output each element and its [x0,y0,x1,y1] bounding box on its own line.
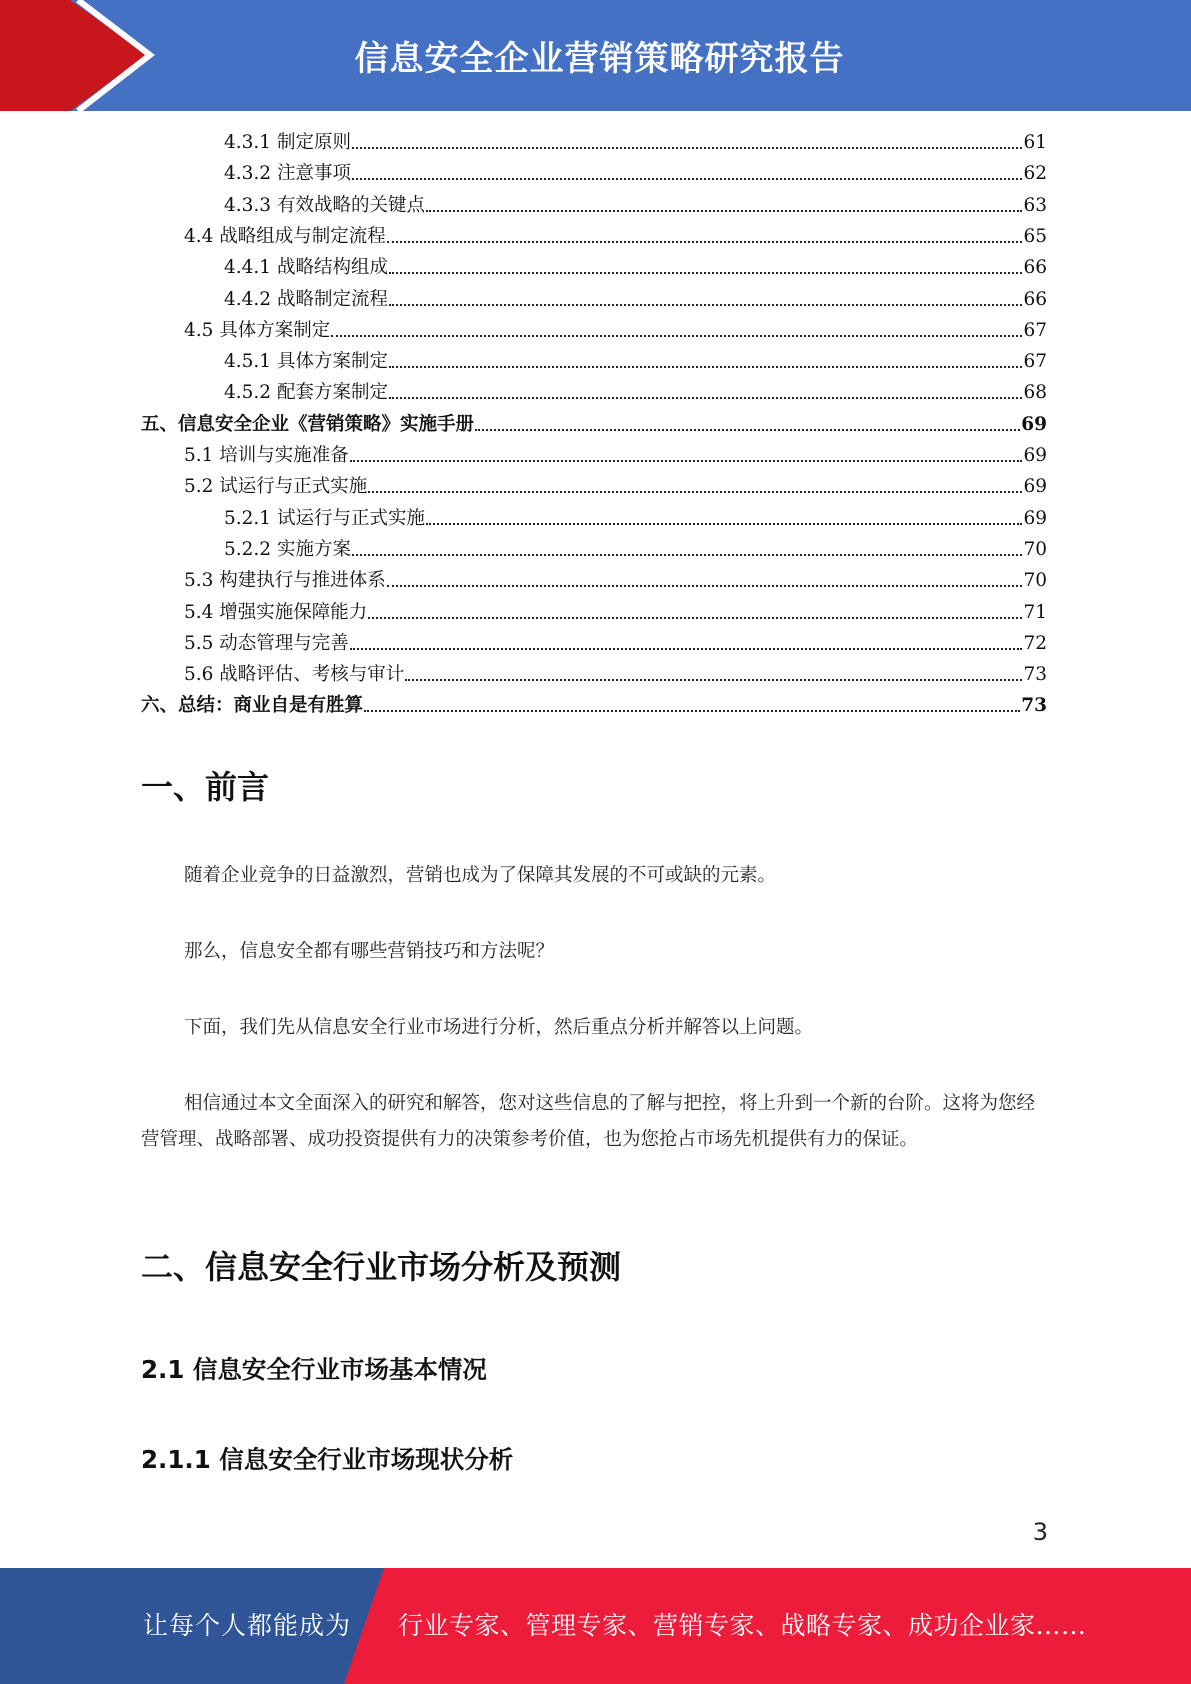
toc-entry-title: 4.5.1 具体方案制定 [224,351,388,372]
toc-dot-leader [350,648,1023,650]
toc-dot-leader [426,210,1022,212]
toc-dot-leader [331,335,1022,337]
preface-paragraph-1: 随着企业竞争的日益激烈，营销也成为了保障其发展的不可或缺的元素。 [184,865,777,886]
toc-entry[interactable] [184,597,1047,628]
toc-entry[interactable] [141,690,1047,721]
toc-entry[interactable] [224,252,1047,283]
toc-entry[interactable] [224,190,1047,221]
toc-entry-title: 5.3 构建执行与推进体系 [184,570,386,591]
toc-dot-leader [405,679,1022,681]
toc-entry[interactable] [184,628,1047,659]
footer-slogan-right: 行业专家、管理专家、营销专家、战略专家、成功企业家…… [398,1611,1087,1640]
preface-paragraph-2: 那么，信息安全都有哪些营销技巧和方法呢？ [184,941,555,962]
toc-entry[interactable] [224,534,1047,565]
toc-dot-leader [368,617,1022,619]
toc-entry-title: 5.2.1 试运行与正式实施 [224,508,425,529]
toc-dot-leader [389,366,1022,368]
toc-dot-leader [475,429,1020,431]
toc-entry[interactable] [141,409,1047,440]
toc-entry[interactable] [224,503,1047,534]
toc-entry-page: 63 [1023,195,1047,216]
toc-entry-title: 5.6 战略评估、考核与审计 [184,664,405,685]
toc-entry[interactable] [224,377,1047,408]
toc-entry-title: 4.4.1 战略结构组成 [224,257,388,278]
toc-entry-page: 70 [1023,570,1047,591]
toc-entry-title: 4.5 具体方案制定 [184,320,331,341]
toc-entry[interactable] [184,315,1047,346]
toc-entry-title: 五、信息安全企业《营销策略》实施手册 [141,414,475,435]
toc-entry-title: 5.2.2 实施方案 [224,539,351,560]
toc-entry[interactable] [184,659,1047,690]
toc-entry-page: 69 [1023,508,1047,529]
footer-slogan-left: 让每个人都能成为 [143,1611,352,1640]
subsection-heading-2-1: 2.1 信息安全行业市场基本情况 [141,1355,487,1384]
toc-entry-page: 72 [1023,633,1047,654]
toc-entry-page: 65 [1023,226,1047,247]
toc-dot-leader [352,554,1023,556]
preface-paragraph-3: 下面，我们先从信息安全行业市场进行分析，然后重点分析并解答以上问题。 [184,1017,814,1038]
toc-entry[interactable] [224,158,1047,189]
toc-entry-page: 61 [1023,132,1047,153]
preface-paragraph-4: 相信通过本文全面深入的研究和解答，您对这些信息的了解与把控，将上升到一个新的台阶。这将为您经营管理、战略部署、成功投资提供有力的决策参考价值，也为您抢占市场先机提供有力的保证。 [141,1093,1036,1150]
toc-entry-page: 67 [1023,320,1047,341]
toc-entry-page: 67 [1023,351,1047,372]
subsection-heading-2-1-1: 2.1.1 信息安全行业市场现状分析 [141,1445,514,1474]
toc-entry-title: 4.3.2 注意事项 [224,163,351,184]
toc-entry-page: 69 [1023,476,1047,497]
toc-entry-page: 66 [1023,257,1047,278]
toc-entry-page: 66 [1023,289,1047,310]
page-header [0,0,1191,111]
toc-dot-leader [368,491,1022,493]
toc-entry-page: 69 [1021,414,1047,435]
toc-entry[interactable] [184,471,1047,502]
toc-entry-title: 5.1 培训与实施准备 [184,445,349,466]
toc-entry-page: 73 [1021,695,1047,716]
toc-entry-title: 4.5.2 配套方案制定 [224,382,388,403]
toc-entry-page: 69 [1023,445,1047,466]
toc-entry-page: 62 [1023,163,1047,184]
report-title: 信息安全企业营销策略研究报告 [354,39,845,79]
toc-dot-leader [387,585,1023,587]
page-number: 3 [1032,1518,1048,1546]
toc-entry-title: 4.3.1 制定原则 [224,132,351,153]
toc-entry[interactable] [224,127,1047,158]
toc-dot-leader [426,523,1022,525]
toc-entry-page: 71 [1023,602,1047,623]
toc-entry[interactable] [184,440,1047,471]
toc-entry[interactable] [184,221,1047,252]
toc-dot-leader [389,304,1022,306]
toc-entry-title: 4.4.2 战略制定流程 [224,289,388,310]
toc-dot-leader [364,710,1020,712]
toc-dot-leader [389,397,1022,399]
toc-entry[interactable] [184,565,1047,596]
toc-entry[interactable] [224,346,1047,377]
toc-entry-title: 4.3.3 有效战略的关键点 [224,195,425,216]
toc-entry-title: 5.5 动态管理与完善 [184,633,349,654]
toc-entry-title: 4.4 战略组成与制定流程 [184,226,386,247]
toc-dot-leader [352,147,1023,149]
toc-entry-page: 73 [1023,664,1047,685]
page-footer [0,1568,1191,1684]
toc-dot-leader [352,178,1023,180]
toc-entry-page: 68 [1023,382,1047,403]
toc-entry[interactable] [224,284,1047,315]
toc-entry-title: 5.2 试运行与正式实施 [184,476,368,497]
section-heading-market-analysis: 二、信息安全行业市场分析及预测 [141,1248,622,1286]
section-heading-preface: 一、前言 [141,768,270,806]
toc-dot-leader [350,460,1023,462]
toc-dot-leader [387,241,1023,243]
toc-entry-page: 70 [1023,539,1047,560]
toc-entry-title: 5.4 增强实施保障能力 [184,602,368,623]
toc-entry-title: 六、总结：商业自是有胜算 [141,695,364,716]
toc-dot-leader [389,272,1022,274]
